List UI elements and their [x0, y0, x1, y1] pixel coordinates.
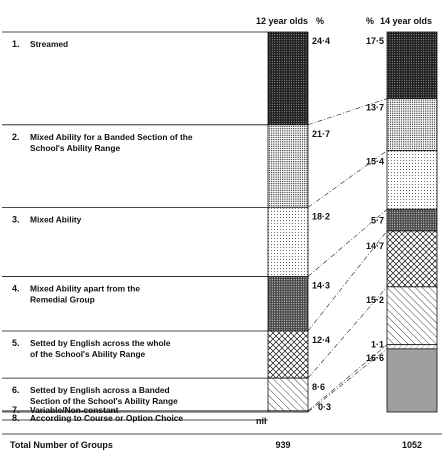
- right-value-label-8: 16·6: [365, 352, 384, 363]
- right-value-label-3: 15·4: [365, 156, 384, 167]
- left-value-label-1: 24·4: [312, 36, 331, 46]
- right-value-label-6: 15·2: [365, 294, 384, 305]
- left-value-label-2: 21·7: [312, 128, 331, 139]
- right-bar-segment-7: [387, 345, 437, 349]
- left-column-header: 12 year olds: [256, 16, 309, 26]
- right-bar-segment-4: [387, 209, 437, 231]
- right-value-label-1: 17·5: [365, 36, 384, 46]
- category-number-3: 3.: [12, 214, 20, 225]
- category-separator-lines: [2, 32, 442, 434]
- left-unit-header: %: [316, 16, 325, 26]
- right-bar-segment-1: [387, 32, 437, 99]
- total-right-value: 1052: [401, 440, 423, 450]
- category-number-7: 7.: [12, 405, 20, 415]
- left-bar-segment-6: [268, 378, 308, 411]
- category-number-4: 4.: [12, 283, 20, 294]
- right-value-label-2: 13·7: [365, 102, 384, 113]
- left-bar-segment-1: [268, 32, 308, 125]
- category-label-3: Mixed Ability: [30, 214, 82, 225]
- category-label-6-line-1: Setted by English across a Banded: [30, 385, 170, 396]
- total-left-value: 939: [275, 440, 291, 450]
- left-value-label-6: 8·6: [312, 382, 326, 393]
- category-label-2-line-1: Mixed Ability for a Banded Section of the: [30, 131, 193, 142]
- category-number-5: 5.: [12, 337, 20, 348]
- category-label-5-line-1: Setted by English across the whole: [30, 337, 171, 348]
- category-number-1: 1.: [12, 39, 20, 49]
- right-value-label-5: 14·7: [365, 240, 384, 251]
- category-label-1: Streamed: [30, 39, 69, 49]
- category-label-5-line-2: of the School's Ability Range: [30, 348, 146, 359]
- category-number-8: 8.: [12, 413, 20, 423]
- category-labels: [12, 39, 193, 423]
- category-label-2-line-2: School's Ability Range: [30, 142, 121, 153]
- left-bar-segment-5: [268, 331, 308, 378]
- right-unit-header: %: [366, 16, 375, 26]
- right-bar-segment-5: [387, 231, 437, 287]
- bar-segments: [268, 32, 437, 412]
- category-number-2: 2.: [12, 131, 20, 142]
- right-bar-segment-2: [387, 99, 437, 151]
- left-bar-segment-4: [268, 277, 308, 331]
- category-label-8: According to Course or Option Choice: [30, 413, 184, 423]
- right-value-label-7: 1·1: [370, 339, 384, 350]
- category-label-4-line-2: Remedial Group: [30, 294, 95, 305]
- right-column-header: 14 year olds: [380, 16, 433, 26]
- left-value-label-8: nil: [256, 416, 267, 426]
- category-label-4-line-1: Mixed Ability apart from the: [30, 283, 140, 294]
- left-value-label-4: 14·3: [312, 280, 331, 291]
- right-bar-segment-6: [387, 287, 437, 345]
- category-label-7: Variable/Non-constant: [30, 405, 119, 415]
- category-number-6: 6.: [12, 385, 20, 396]
- connector-lines: [308, 99, 387, 412]
- left-value-label-5: 12·4: [312, 334, 331, 345]
- category-label-6-line-2: Section of the School's Ability Range: [30, 396, 178, 407]
- total-label: Total Number of Groups: [10, 440, 113, 450]
- right-bar-segment-8: [387, 349, 437, 412]
- left-value-label-3: 18·2: [312, 211, 331, 222]
- left-bar-segment-3: [268, 207, 308, 276]
- left-value-label-7: 0·3: [318, 402, 332, 412]
- left-bar-segment-7: [268, 411, 308, 412]
- right-value-label-4: 5·7: [370, 215, 384, 226]
- left-bar-segment-2: [268, 125, 308, 208]
- right-bar-segment-3: [387, 151, 437, 210]
